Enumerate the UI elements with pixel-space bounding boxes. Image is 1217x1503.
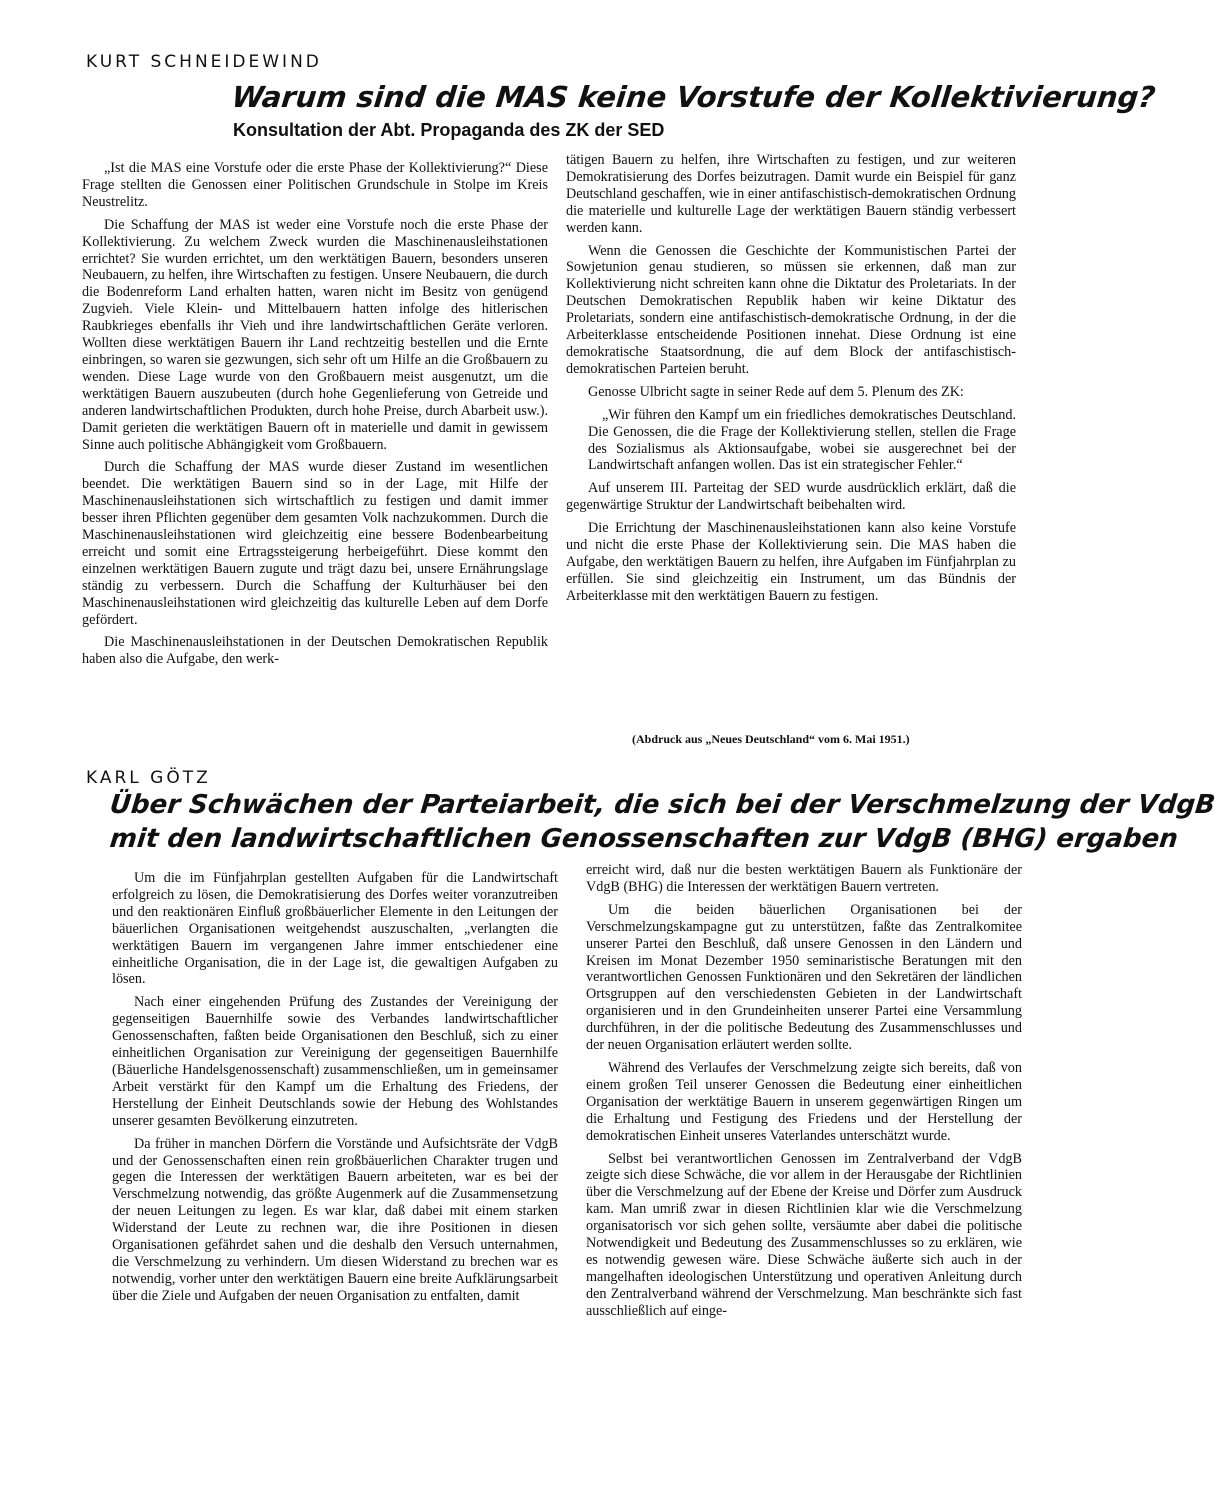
article2-title-line1: Über Schwächen der Parteiarbeit, die sich bei der Verschmelzung der VdgB [108,790,1217,820]
paragraph: tätigen Bauern zu helfen, ihre Wirtschaften zu festigen, und zur weiteren Demokratisierung des Dorfes beizutragen. Damit wurde ein Beispiel für ganz Deutschland geschaffen, wie in einer antifaschistisch-demokratischen Ordnung die materielle und kulturelle Lage der werktätigen Bauern ständig verbessert werden kann. [566,152,1016,236]
article1-author: KURT SCHNEIDEWIND [86,52,322,72]
article2-author: KARL GÖTZ [86,768,211,788]
article1-title: Warum sind die MAS keine Vorstufe der Kollektivierung? [230,80,1158,114]
article2-column-left [112,870,558,1496]
paragraph: „Ist die MAS eine Vorstufe oder die erste Phase der Kollektivierung?“ Diese Frage stellten die Genossen einer Politischen Grundschule in Stolpe im Kreis Neustrelitz. [82,160,548,210]
paragraph: Da früher in manchen Dörfern die Vorstände und Aufsichtsräte der VdgB und der Genossenschaften einen rein großbäuerlichen Charakter trugen und gegen die Interessen der werktätigen Bauern arbeiteten, war es bei der Verschmelzung notwendig, das größte Augenmerk auf die Zusammensetzung der neuen Leitungen zu legen. Es war klar, daß dabei mit einem starken Widerstand der Leute zu rechnen war, die ihre Positionen in diesen Organisationen gefährdet sahen und die deshalb den Versuch unternahmen, die Verschmelzung zu verhindern. Um diesen Widerstand zu brechen war es notwendig, vorher unter den werktätigen Bauern eine breite Aufklärungsarbeit über die Ziele und Aufgaben der neuen Organisation zu entfalten, damit [112,1135,558,1304]
article2-column-right [586,862,1022,1496]
paragraph: Die Errichtung der Maschinenausleihstationen kann also keine Vorstufe und nicht die erste Phase der Kollektivierung sein. Die MAS haben die Aufgabe, den werktätigen Bauern zu helfen, ihre Aufgaben im Fünfjahrplan zu erfüllen. Sie sind gleichzeitig ein Instrument, um das Bündnis der Arbeiterklasse mit den werktätigen Bauern zu festigen. [566,520,1016,604]
article1-column-left [82,160,548,750]
paragraph: erreicht wird, daß nur die besten werktätigen Bauern als Funktionäre der VdgB (BHG) die Interessen der werktätigen Bauern vertreten. [586,862,1022,895]
article2-title-line2: mit den landwirtschaftlichen Genossenschaften zur VdgB (BHG) ergaben [108,824,1180,854]
paragraph: Die Schaffung der MAS ist weder eine Vorstufe noch die erste Phase der Kollektivierung. Zu welchem Zweck wurden die Maschinenausleihstationen errichtet? Sie wurden errichtet, um den werktätigen Bauern, besonders unseren Neubauern, zu helfen, ihre Wirtschaften zu festigen. Unsere Neubauern, die durch die Bodenreform Land erhalten hatten, waren nicht im Besitz von genügend Zugvieh. Viele Klein- und Mittelbauern hatten infolge des hitlerischen Raubkrieges ebenfalls ihr Vieh und ihre landwirtschaftlichen Geräte verloren. Wollten diese werktätigen Bauern ihr Land rechtzeitig bestellen und die Ernte einbringen, so waren sie gezwungen, sich sehr oft um Hilfe an die Großbauern zu wenden. Diese Lage wurde von den Großbauern meist ausgenutzt, um die werktätigen Bauern auszubeuten (durch hohe Gegenlieferung von Getreide und anderen landwirtschaftlichen Produkten, durch hohe Preise, durch Abarbeit usw.). Damit gerieten die werktätigen Bauern oft in materielle und damit in gewissem Sinne auch politische Abhängigkeit vom Großbauern. [82,216,548,453]
paragraph: Nach einer eingehenden Prüfung des Zustandes der Vereinigung der gegenseitigen Bauernhilfe sowie des Verbandes landwirtschaftlicher Genossenschaften, faßten beide Organisationen den Beschluß, sich zu einer einheitlichen Organisation zur Vereinigung der gegenseitigen Bauernhilfe (Bäuerliche Handelsgenossenschaft) zusammenschließen, um in gemeinsamer Arbeit verstärkt für den Kampf um die Erhaltung des Friedens, der Herstellung der Einheit Deutschlands sowie der Hebung des Wohlstandes unserer gesamten Bevölkerung einzutreten. [112,994,558,1129]
source-note: (Abdruck aus „Neues Deutschland“ vom 6. Mai 1951.) [632,732,910,746]
paragraph: Auf unserem III. Parteitag der SED wurde ausdrücklich erklärt, daß die gegenwärtige Struktur der Landwirtschaft beibehalten wird. [566,480,1016,514]
article1-column-right [566,152,1016,732]
paragraph: Genosse Ulbricht sagte in seiner Rede auf dem 5. Plenum des ZK: [588,383,964,400]
paragraph: Selbst bei verantwortlichen Genossen im Zentralverband der VdgB zeigte sich diese Schwäche, die vor allem in der Herausgabe der Richtlinien über die Verschmelzung auf der Ebene der Kreise und Dörfer zum Ausdruck kam. Man umriß zwar in diesen Richtlinien klar wie die Verschmelzung organisatorisch vor sich gehen sollte, versäumte aber dabei die politische Notwendigkeit und Bedeutung des Zusammenschlusses so zu erklären, wie es notwendig gewesen wäre. Diese Schwäche äußerte sich auch in der mangelhaften ideologischen Unterstützung und operativen Anleitung durch den Zentralverband während der Verschmelzung. Man beschränkte sich fast ausschließlich auf einge- [586,1150,1022,1319]
paragraph: Um die beiden bäuerlichen Organisationen bei der Verschmelzungskampagne gut zu unterstützen, faßte das Zentralkomitee unserer Partei den Beschluß, daß unsere Genossen in den Ländern und Kreisen im Monat Dezember 1950 seminaristische Beratungen mit den verantwortlichen Genossen Funktionären und den Sekretären der ländlichen Ortsgruppen auf den verschiedensten Gebieten in der Landwirtschaft organisieren und in den Grundeinheiten unserer Partei eine Versammlung durchführen, in der die politische Bedeutung des Zusammenschlusses und der neuen Organisation erläutert werden sollte. [586,901,1022,1054]
paragraph: Durch die Schaffung der MAS wurde dieser Zustand im wesentlichen beendet. Die werktätigen Bauern sind so in der Lage, mit Hilfe der Maschinenausleihstationen sich wirtschaftlich zu festigen und damit immer besser ihren Pflichten gegenüber dem gesamten Volk nachzukommen. Durch die Maschinenausleihstationen wird gleichzeitig eine bessere Bodenbearbeitung erreicht und somit eine Ertragssteigerung herbeigeführt. Diese kommt den einzelnen werktätigen Bauern zugute und trägt dazu bei, unsere Ernährungslage ständig zu verbessern. Durch die Schaffung der Kulturhäuser bei den Maschinenausleihstationen wird gleichzeitig das kulturelle Leben auf dem Dorfe gefördert. [82,459,548,628]
paragraph: Um die im Fünfjahrplan gestellten Aufgaben für die Landwirtschaft erfolgreich zu lösen, die Demokratisierung des Dorfes weiter voranzutreiben und den reaktionären Einfluß großbäuerlicher Elemente in den Leitungen der bäuerlichen Organisationen weitgehendst auszuschalten, „verlangten die werktätigen Bauern im vergangenen Jahre immer entschiedener eine einheitliche Organisation, die in der Lage ist, die gewaltigen Aufgaben zu lösen. [112,870,558,988]
paragraph: Während des Verlaufes der Verschmelzung zeigte sich bereits, daß von einem großen Teil unserer Genossen die Bedeutung einer einheitlichen Organisation der werktätige Bauern in unserem gegenwärtigen Ringen um die Erhaltung und Festigung des Friedens und der Herstellung der demokratischen Einheit unseres Vaterlandes unterschätzt wurde. [586,1059,1022,1144]
quotation: „Wir führen den Kampf um ein friedliches demokratisches Deutschland. Die Genossen, die die Frage der Kollektivierung stellen, stellen die Frage des Sozialismus als Aktionsaufgabe, wobei sie ausgerechnet bei der Landwirtschaft anfangen wollen. Das ist ein strategischer Fehler.“ [588,406,1016,474]
paragraph: Wenn die Genossen die Geschichte der Kommunistischen Partei der Sowjetunion genau studieren, so müssen sie erkennen, daß man zur Kollektivierung nicht schreiten kann ohne die Diktatur des Proletariats. In der Deutschen Demokratischen Republik haben wir keine Diktatur des Proletariats, sondern eine antifaschistisch-demokratische Ordnung, in der die Arbeiterklasse entscheidende Positionen innehat. Diese Ordnung ist eine demokratische Staatsordnung, die auf dem Block der antifaschistisch-demokratischen Parteien beruht. [566,242,1016,377]
article1-subtitle: Konsultation der Abt. Propaganda des ZK der SED [233,120,665,140]
paragraph: Die Maschinenausleihstationen in der Deutschen Demokratischen Republik haben also die Aufgabe, den werk- [82,634,548,668]
